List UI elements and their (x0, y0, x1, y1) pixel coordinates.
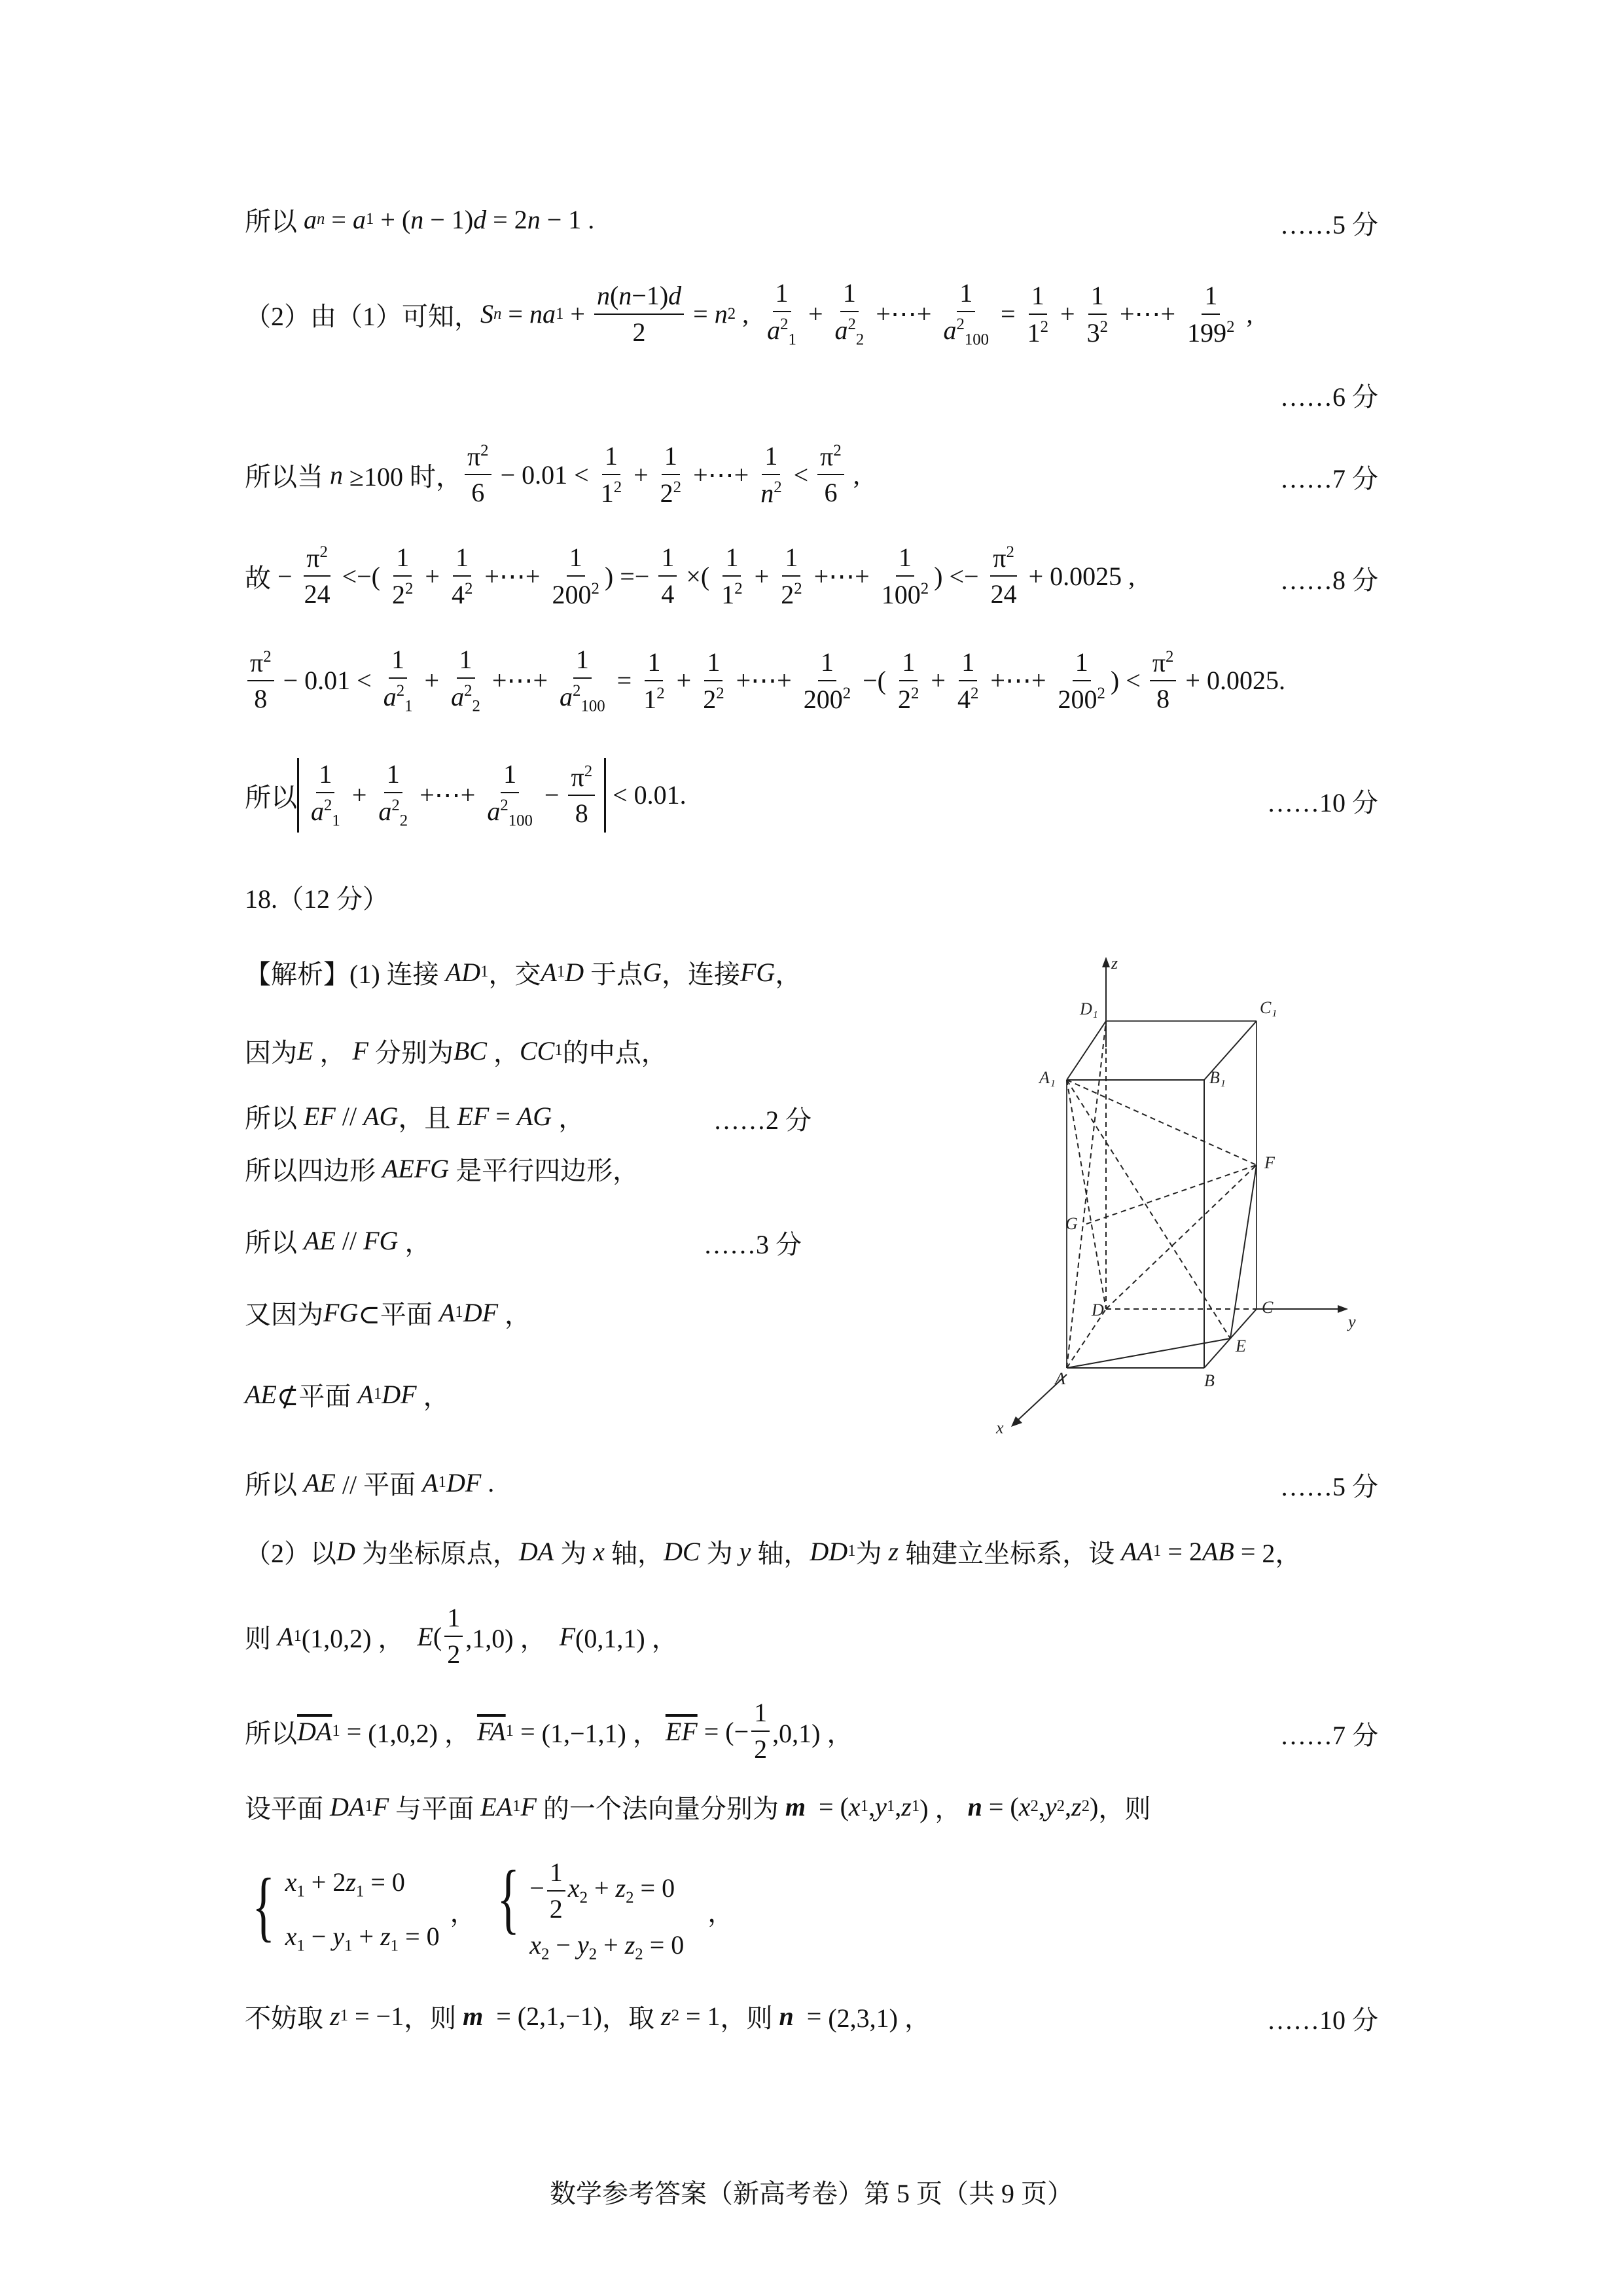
line-abs (245, 746, 1378, 844)
z-axis-arrow (1102, 957, 1110, 967)
line-ae-parallel: 所以 AE // 平面 A 1 DF . (245, 1463, 1378, 1502)
text-is-para: 是平行四边形， (455, 1155, 639, 1185)
text-not-subset-plane: ⊄平面 (276, 1381, 351, 1411)
text-is-3: 为 (855, 1538, 882, 1568)
line-because: 因为 E ， F 分别为 BC ， CC 1 的中点， (245, 1031, 969, 1070)
score-2: ……2 分 (713, 1105, 812, 1135)
edge-A1D1 (1067, 1021, 1106, 1080)
line-analysis: 【解析】(1) 连接 AD 1 ，交 A 1 D 于点 G ，连接 FG ， (245, 952, 969, 992)
text-at-point: 于点 (590, 959, 643, 989)
line-A1E (1067, 1080, 1230, 1338)
text-also-because: 又因为 (245, 1299, 323, 1329)
line-points (245, 1600, 1378, 1672)
line-an-formula (245, 196, 1378, 242)
text-n-ge: ≥100 时， (349, 461, 462, 492)
formula-bound-1: $\frac{\pi^2}{6}$ − 0.01 < $\frac{1}{1^2}$ + $\frac{1}{2^2}$ +⋯+ $\frac{1}{n^2}$ < $\frac{\pi^2}{6}$ , (462, 442, 860, 507)
text-connect: ，连接 (662, 959, 740, 989)
text-set-normals: 设平面 (245, 1793, 323, 1823)
line-when-n: 所以当 n ≥100 时， $\frac{\pi^2}{6}$ − 0.01 < $\frac{1}{1^2}$ + $\frac{1}{2^2}$ +⋯+ $\frac{1}{n^2}$ < $\frac{\pi^2}{6}$ , (245, 440, 860, 508)
score-6: ……6 分 (1280, 382, 1378, 412)
text-set-eq: 轴建立坐标系，设 (905, 1538, 1115, 1568)
text-respectively: 分别为 (374, 1037, 454, 1067)
text-normals-are: 的一个法向量分别为 (543, 1793, 779, 1823)
text-as-origin: 为坐标原点， (361, 1538, 519, 1568)
text-so: 所以 (245, 206, 297, 236)
text-take: ，取 (602, 2003, 654, 2033)
label-A: A (1055, 1369, 1065, 1388)
line-quad: 所以四边形 AEFG 是平行四边形， (245, 1149, 969, 1188)
text-then: 则 (245, 1623, 271, 1653)
line-final: 不妨取 z 1 = −1 ，则 m = (2,1,−1) ，取 z 2 = 1 ，则 n = (2,3,1) ， (245, 1996, 1378, 2036)
line-GF (1086, 1165, 1257, 1224)
text-axis-2: 轴， (757, 1538, 810, 1568)
score-10-a: ……10 分 (1267, 788, 1378, 817)
formula-abs: $\frac{1}{a^2_1}$ + $\frac{1}{a^2_2}$ +⋯+ $\frac{1}{a^2_{100}}$ − $\frac{\pi^2}{8}$ < 0.01. (297, 758, 687, 833)
label-C: C (1262, 1298, 1274, 1317)
score-7-b: ……7 分 (1280, 1721, 1378, 1750)
text-then-2: ，则 (1098, 1793, 1151, 1823)
label-D: D (1092, 1300, 1104, 1319)
line-ae-not-subset: AE ⊄平面 A 1 DF ， (245, 1374, 969, 1414)
line-sn (245, 262, 1378, 367)
label-y: y (1348, 1312, 1356, 1331)
text-so-2: 所以 (245, 782, 297, 812)
label-C1: C₁ (1260, 998, 1277, 1017)
label-A1: A₁ (1039, 1068, 1056, 1087)
line-fg-subset: 又因为 FG ⊂平面 A 1 DF ， (245, 1293, 969, 1332)
label-D1: D₁ (1080, 999, 1098, 1018)
page-footer: 数学参考答案（新高考卷）第 5 页（共 9 页） (550, 2179, 1073, 2208)
score-7-a: ……7 分 (1280, 464, 1378, 493)
label-F: F (1264, 1153, 1275, 1172)
line-AE (1067, 1338, 1230, 1368)
q18-label: 18.（12 分） (245, 884, 389, 914)
line-combined (245, 635, 1378, 726)
text-because: 因为 (245, 1037, 297, 1067)
text-then-4: ，则 (720, 2003, 773, 2033)
text-and: ，且 (398, 1103, 451, 1133)
text-let-z1: 不妨取 (245, 2003, 323, 2033)
label-B1: B₁ (1209, 1068, 1226, 1087)
text-axis-1: 轴， (611, 1538, 664, 1568)
formula-vectors: $\overline{DA}$ 1 = (1,0,2) ， $\overline{FA}$ 1 = (1,−1,1) ， $\overline{EF}$ = (− $\frac{1}{2}$ ,0,1) ， (297, 1698, 853, 1764)
formula-bound-2: − $\frac{\pi^2}{24}$ <−( $\frac{1}{2^2}$ + $\frac{1}{4^2}$ +⋯+ $\frac{1}{200^2}$ ) =− $\frac{1}{4}$ ×( $\frac{1}{1^2}$ + $\frac{1}{2^2}$ +⋯+ $\frac{1}{100^2}$ ) <− $\frac{\pi^2}{24}$ + 0.0025 , (277, 542, 1135, 609)
line-A1F (1067, 1080, 1257, 1165)
line-systems (245, 1846, 1378, 1977)
text-so-4: 所以 (245, 1227, 297, 1257)
line-ef-ag: 所以 EF // AG ，且 EF = AG ， (245, 1096, 969, 1136)
text-parallel-plane: // 平面 (342, 1469, 416, 1499)
text-intersect: ，交 (488, 959, 541, 989)
text-mid: 的中点， (562, 1037, 668, 1067)
text-then-3: ，则 (404, 2003, 457, 2033)
text-gu: 故 (245, 563, 271, 593)
cuboid-figure (982, 949, 1414, 1446)
label-E: E (1236, 1336, 1246, 1355)
label-B: B (1204, 1371, 1215, 1390)
score-5-a: ……5 分 (1280, 210, 1378, 240)
text-is-2: 为 (706, 1538, 733, 1568)
text-so-5: 所以 (245, 1469, 297, 1499)
label-G: G (1065, 1214, 1078, 1233)
text-part2-coord: （2）以 (245, 1538, 336, 1568)
score-8: ……8 分 (1280, 565, 1378, 595)
line-vectors (245, 1695, 1378, 1767)
score-10-b: ……10 分 (1267, 2005, 1378, 2035)
label-z: z (1111, 954, 1118, 973)
score-3: ……3 分 (704, 1230, 802, 1259)
formula-systems: { $x_1 + 2z_1 = 0$ $x_1 - y_1 + z_1 = 0$ ， { − $\frac{1}{2}$ $x_2 + z_2 = 0$ $x_2 - y_2 + z_2 = 0$ ， (252, 1854, 734, 1964)
text-and-plane: 与平面 (395, 1793, 474, 1823)
line-ae-fg: 所以 AE // FG ， (245, 1221, 969, 1260)
text-subset-plane: ⊂平面 (358, 1299, 433, 1329)
line-DF (1106, 1165, 1257, 1309)
question-18-title (245, 877, 1378, 916)
text-is-1: 为 (560, 1538, 587, 1568)
line-coord-setup: （2）以 D 为坐标原点， DA 为 x 轴， DC 为 y 轴， DD 1 为 z 轴建立坐标系，设 AA 1 = 2 AB = 2， (245, 1532, 1378, 1571)
text-so-3: 所以 (245, 1103, 297, 1133)
formula-bound-3: $\frac{\pi^2}{8}$ − 0.01 < $\frac{1}{a^2_1}$ + $\frac{1}{a^2_2}$ +⋯+ $\frac{1}{a^2_{100}}$ = $\frac{1}{1^2}$ + $\frac{1}{2^2}$ +⋯+ $\frac{1}{200^2}$ −( $\frac{1}{2^2}$ + $\frac{1}{4^2}$ +⋯+ $\frac{1}{200^2}$ ) < $\frac{\pi^2}{8}$ + 0.0025. (245, 646, 1285, 715)
text-analysis: 【解析】(1) 连接 (245, 959, 439, 989)
line-normals: 设平面 DA 1 F 与平面 EA 1 F 的一个法向量分别为 m = ( x 1 , y 1 , z 1 ) ， n = ( x 2 , y 2 , z 2 ) ，则 (245, 1787, 1378, 1826)
formula-sn: S n = na 1 + $\frac{n(n-1)d}{2}$ = n 2 , $\frac{1}{a^2_1}$ + $\frac{1}{a^2_2}$ +⋯+ $\frac{1}{a^2_{100}}$ = $\frac{1}{1^2}$ + $\frac{1}{3^2}$ +⋯+ $\frac{1}{199^2}$ , (480, 278, 1253, 349)
score-5-b: ……5 分 (1280, 1472, 1378, 1501)
text-quad: 所以四边形 (245, 1155, 376, 1185)
formula-an: a n = a 1 + ( n − 1) d = 2 n − 1 . (304, 204, 595, 234)
formula-points: A 1 (1,0,2) ， E ( $\frac{1}{2}$ ,1,0) ， F (0,1,1) ， (277, 1603, 678, 1669)
label-x: x (996, 1418, 1004, 1437)
text-part2-intro: （2）由（1）可知， (245, 301, 480, 331)
text-so-when: 所以当 (245, 461, 323, 492)
y-axis-arrow (1338, 1305, 1348, 1313)
line-gu (245, 530, 1378, 622)
text-so-6: 所以 (245, 1718, 297, 1748)
